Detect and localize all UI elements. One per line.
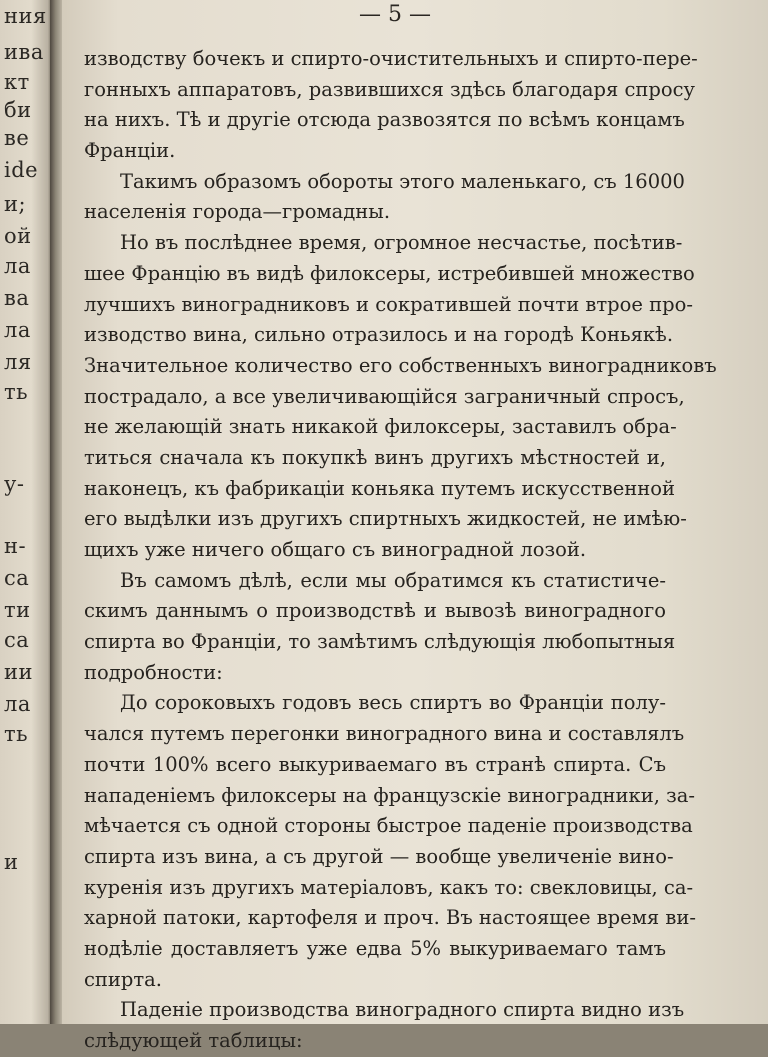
left-page-fragment: ла xyxy=(4,692,31,716)
text-line: изводство вина, сильно отразилось и на городѣ Коньякѣ. xyxy=(84,323,674,347)
left-page-fragment: са xyxy=(4,628,30,652)
left-page-fragment: ива xyxy=(4,40,44,64)
left-page-fragment: кт xyxy=(4,70,30,94)
book-page xyxy=(62,0,768,1052)
left-page-fragment: и xyxy=(4,850,19,874)
left-page-edge xyxy=(0,0,52,1024)
text-line: Въ самомъ дѣлѣ, если мы обратимся къ статистиче- xyxy=(120,568,666,592)
text-line: нападеніемъ филоксеры на французскіе виноградники, за- xyxy=(84,783,695,807)
text-line: его выдѣлки изъ другихъ спиртныхъ жидкостей, не имѣю- xyxy=(84,507,687,531)
text-line: Но въ послѣднее время, огромное несчастье, посѣтив- xyxy=(120,231,683,255)
text-line: лучшихъ виноградниковъ и сократившей почти втрое про- xyxy=(84,292,693,316)
left-page-fragment: ой xyxy=(4,224,32,248)
text-line: щихъ уже ничего общаго съ виноградной лозой. xyxy=(84,538,587,561)
text-line: населенія города—громадны. xyxy=(84,200,391,224)
left-page-fragment: и; xyxy=(4,192,27,216)
left-page-fragment: ти xyxy=(4,598,31,622)
left-page-fragment: ва xyxy=(4,286,30,310)
text-line: Такимъ образомъ обороты этого маленькаго, съ 16000 xyxy=(120,169,685,193)
page-number: — 5 — xyxy=(359,2,431,27)
text-line: титься сначала къ покупкѣ винъ другихъ мѣстностей и, xyxy=(84,445,666,469)
text-line: почти 100% всего выкуриваемаго въ странѣ спирта. Съ xyxy=(84,752,666,776)
left-page-fragment: ля xyxy=(4,350,32,374)
text-line: нодѣліе доставляетъ уже едва 5% выкуриваемаго тамъ xyxy=(84,936,666,960)
text-line: пострадало, а все увеличивающійся заграничный спросъ, xyxy=(84,384,685,408)
left-page-fragment: ии xyxy=(4,660,33,684)
left-page-fragment: ide xyxy=(4,158,39,182)
text-line: спирта во Франціи, то замѣтимъ слѣдующія любопытныя xyxy=(84,630,676,654)
text-line: не желающій знать никакой филоксеры, заставилъ обра- xyxy=(84,415,677,439)
text-line: чался путемъ перегонки виноградного вина и составлялъ xyxy=(84,722,685,746)
text-line: наконецъ, къ фабрикаціи коньяка путемъ искусственной xyxy=(84,476,675,500)
text-line: мѣчается съ одной стороны быстрое паденіе производства xyxy=(84,814,693,838)
left-page-fragment: ния xyxy=(4,4,47,28)
text-line: подробности: xyxy=(84,660,223,684)
text-line: изводству бочекъ и спирто-очистительныхъ и спирто-пере- xyxy=(84,47,698,70)
left-page-fragment: ть xyxy=(4,722,29,746)
left-page-fragment: ве xyxy=(4,126,30,150)
left-page-fragment: са xyxy=(4,566,30,590)
text-line: Значительное количество его собственныхъ виноградниковъ xyxy=(84,353,717,377)
text-line: скимъ даннымъ о производствѣ и вывозѣ виноградного xyxy=(84,599,666,623)
left-page-fragment: ть xyxy=(4,380,29,404)
text-line: куренія изъ другихъ матеріаловъ, какъ то: свекловицы, са- xyxy=(84,875,694,899)
text-line: Франціи. xyxy=(84,139,176,163)
text-line: спирта изъ вина, а съ другой — вообще увеличеніе вино- xyxy=(84,844,674,868)
left-page-fragment: н- xyxy=(4,534,27,558)
page-text xyxy=(84,44,717,1057)
text-line: Паденіе производства виноградного спирта видно изъ xyxy=(120,998,685,1022)
left-page-fragment: ла xyxy=(4,254,31,278)
text-line: До сороковыхъ годовъ весь спиртъ во Франціи полу- xyxy=(120,691,666,715)
text-line: шее Францію въ видѣ филоксеры, истребившей множество xyxy=(84,261,695,285)
text-line: гонныхъ аппаратовъ, развившихся здѣсь благодаря спросу xyxy=(84,77,695,101)
text-line: на нихъ. Тѣ и другіе отсюда развозятся по всѣмъ концамъ xyxy=(84,108,685,132)
text-line: слѣдующей таблицы: xyxy=(84,1029,303,1052)
text-line: харной патоки, картофеля и проч. Въ настоящее время ви- xyxy=(84,906,696,930)
left-page-fragment: у- xyxy=(4,472,25,496)
left-page-fragment: ла xyxy=(4,318,31,342)
left-page-fragment: би xyxy=(4,98,32,122)
text-line: спирта. xyxy=(84,967,163,991)
